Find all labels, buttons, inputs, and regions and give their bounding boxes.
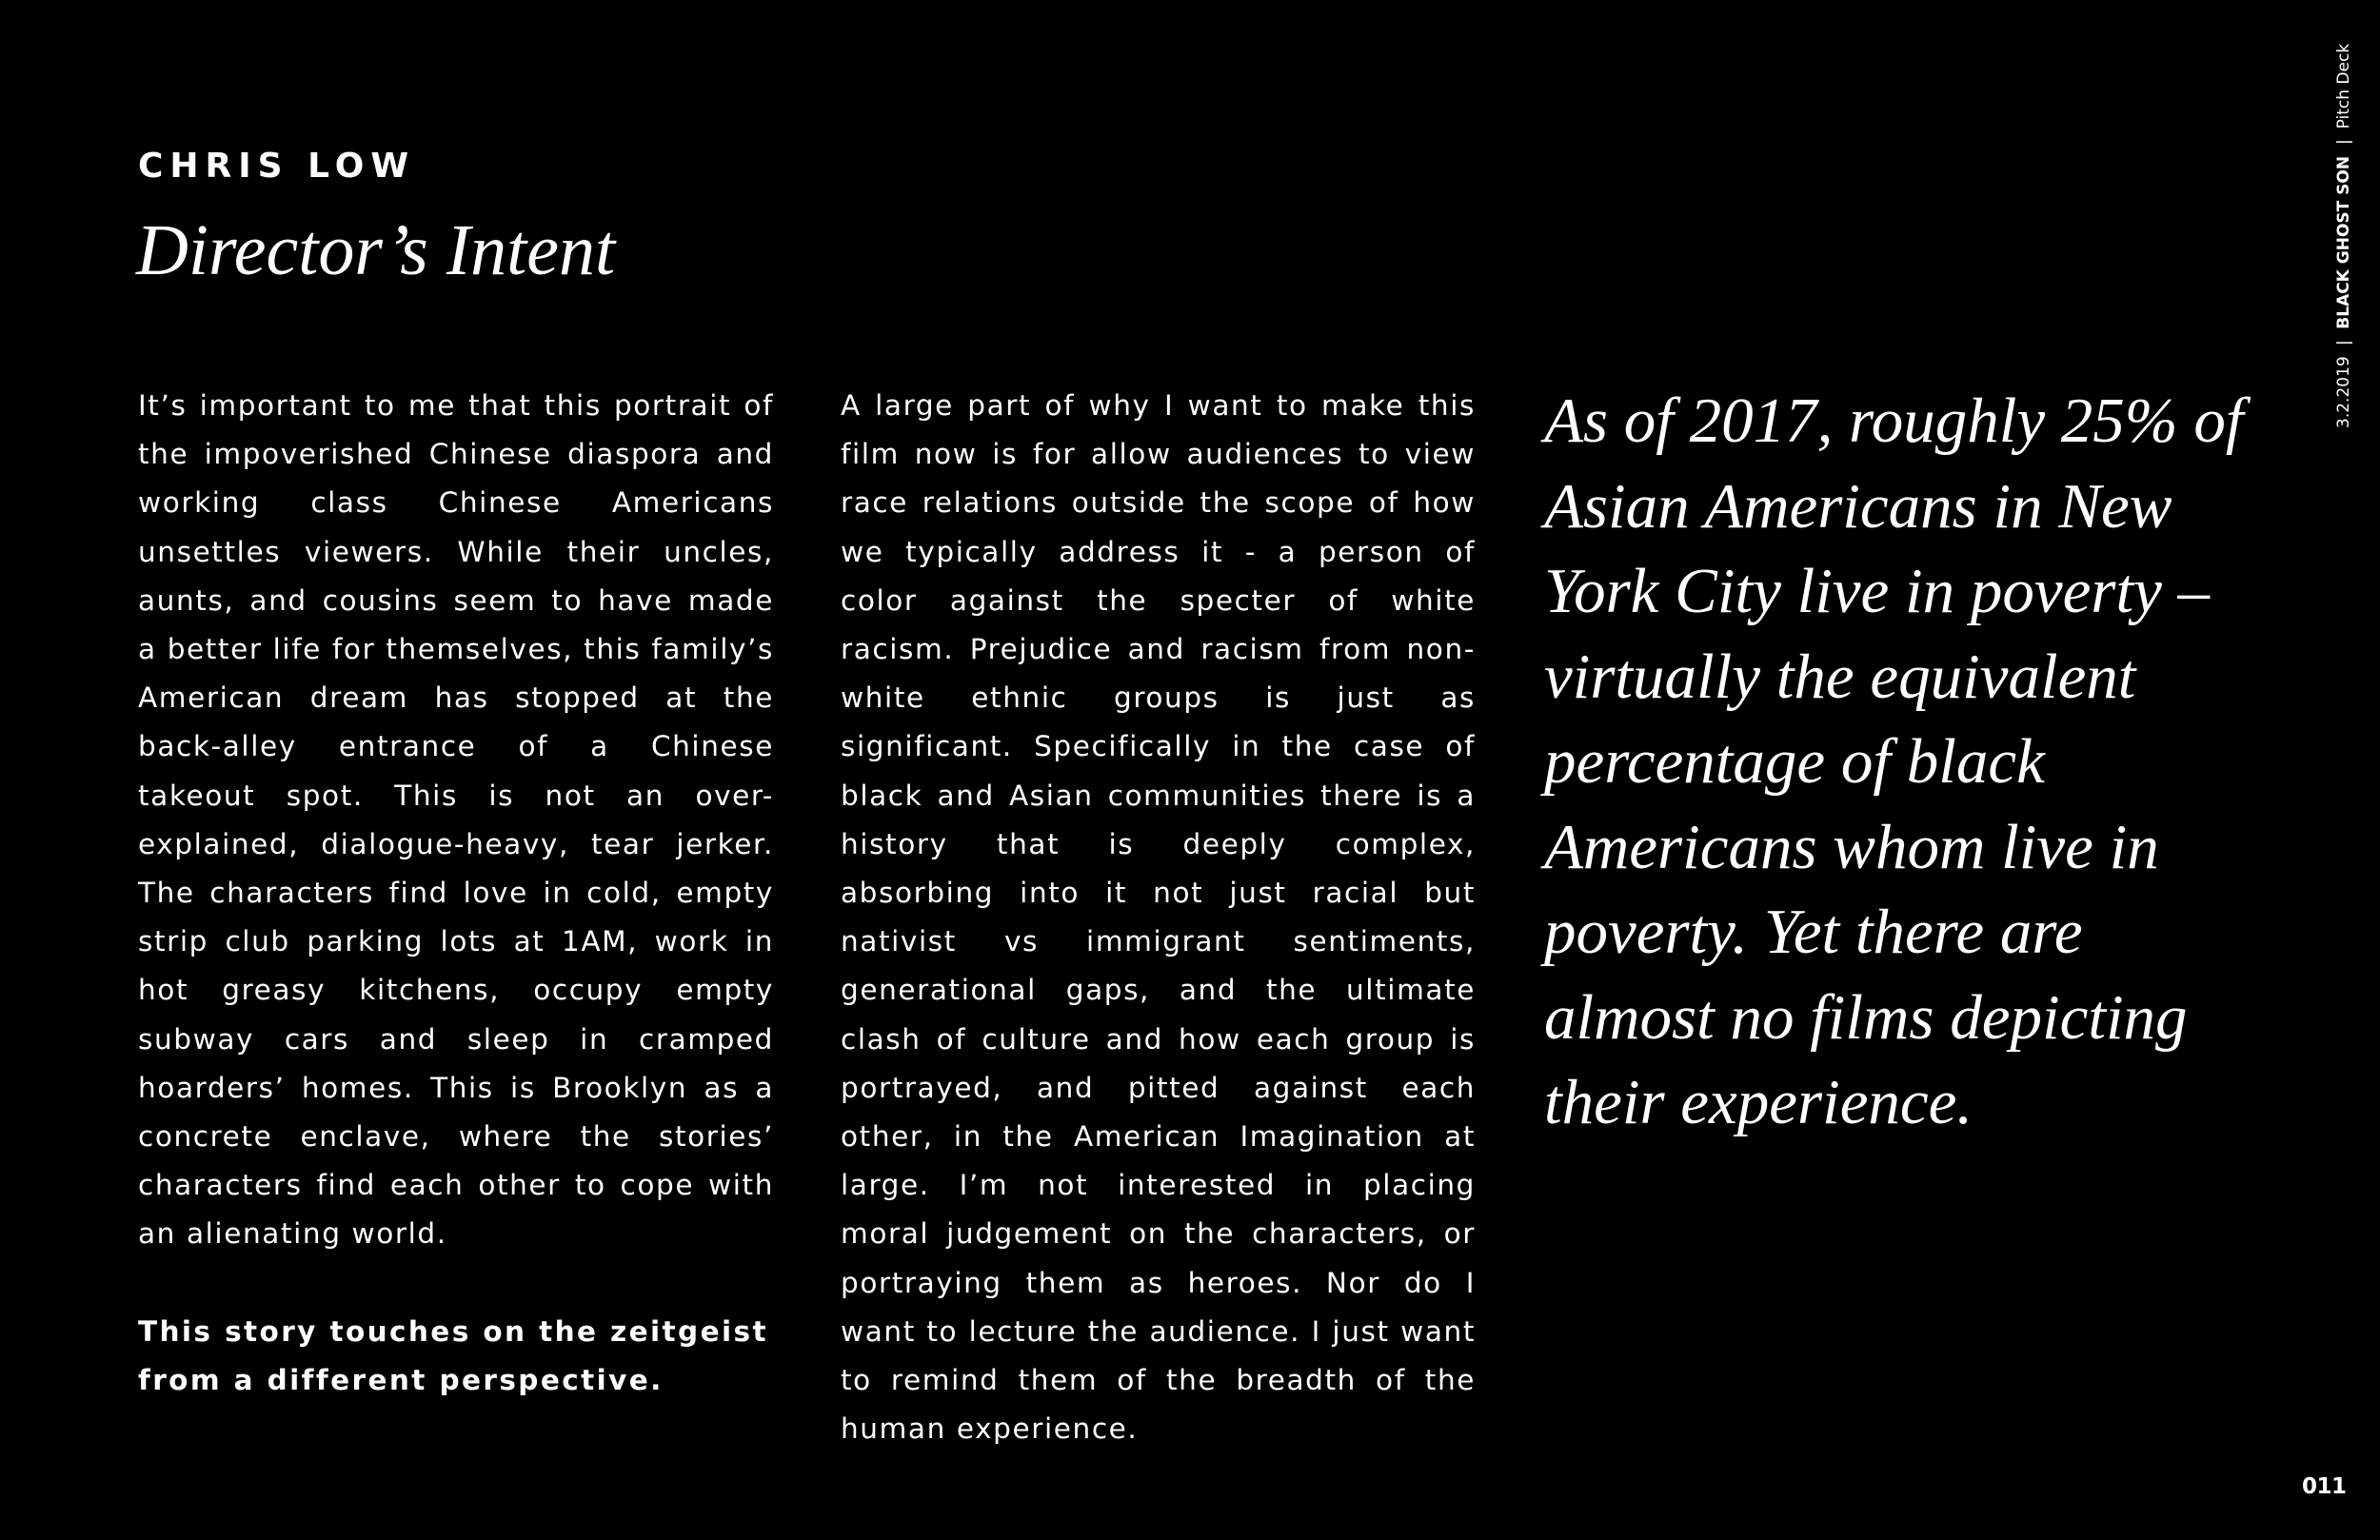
deck-date: 3.2.2019: [2334, 356, 2353, 428]
middle-body-paragraph: A large part of why I want to make this film now is for allow audiences to view race relations outside the scope of how we typically address it - a person of color against the specter of white racism. Prejudice and racism from non-white ethnic groups is just as significant. Specifically in the case of black and Asian communities there is a history that is deeply complex, absorbing into it not just racial but nativist vs immigrant sentiments, generational gaps, and the ultimate clash of culture and how each group is portrayed, and pitted against each other, in the American Imagination at large. I’m not interested in placing moral judgement on the characters, or portraying them as heroes. Nor do I want to lecture the audience. I just want to remind them of the breadth of the human experience.: [841, 389, 1476, 1446]
page-title: Director’s Intent: [136, 210, 616, 290]
left-lead-statement: This story touches on the zeitgeist from a different perspective.: [138, 1314, 768, 1396]
side-running-header: [2328, 43, 2360, 428]
middle-text-column: [841, 382, 1476, 1453]
document-type: Pitch Deck: [2334, 43, 2353, 129]
pull-quote: As of 2017, roughly 25% of Asian Americans in New York City live in poverty – virtually the equivalent percentage of black Americans whom live in poverty. Yet there are almost no films depicting their experience.: [1544, 385, 2244, 1137]
separator: |: [2334, 139, 2353, 146]
left-body-paragraph: It’s important to me that this portrait of the impoverished Chinese diaspora and working class Chinese Americans unsettles viewers. While their uncles, aunts, and cousins seem to have made a better life for themselves, this family’s American dream has stopped at the back-alley entrance of a Chinese takeout spot. This is not an over-explained, dialogue-heavy, tear jerker. The characters find love in cold, empty strip club parking lots at 1AM, work in hot greasy kitchens, occupy empty subway cars and sleep in cramped hoarders’ homes. This is Brooklyn as a concrete enclave, where the stories’ characters find each other to cope with an alienating world.: [138, 389, 774, 1251]
separator: |: [2334, 340, 2353, 346]
director-name: CHRIS LOW: [138, 147, 416, 186]
left-text-column: [138, 382, 774, 1405]
page-number: 011: [2302, 1474, 2347, 1499]
project-title: BLACK GHOST SON: [2334, 155, 2353, 329]
